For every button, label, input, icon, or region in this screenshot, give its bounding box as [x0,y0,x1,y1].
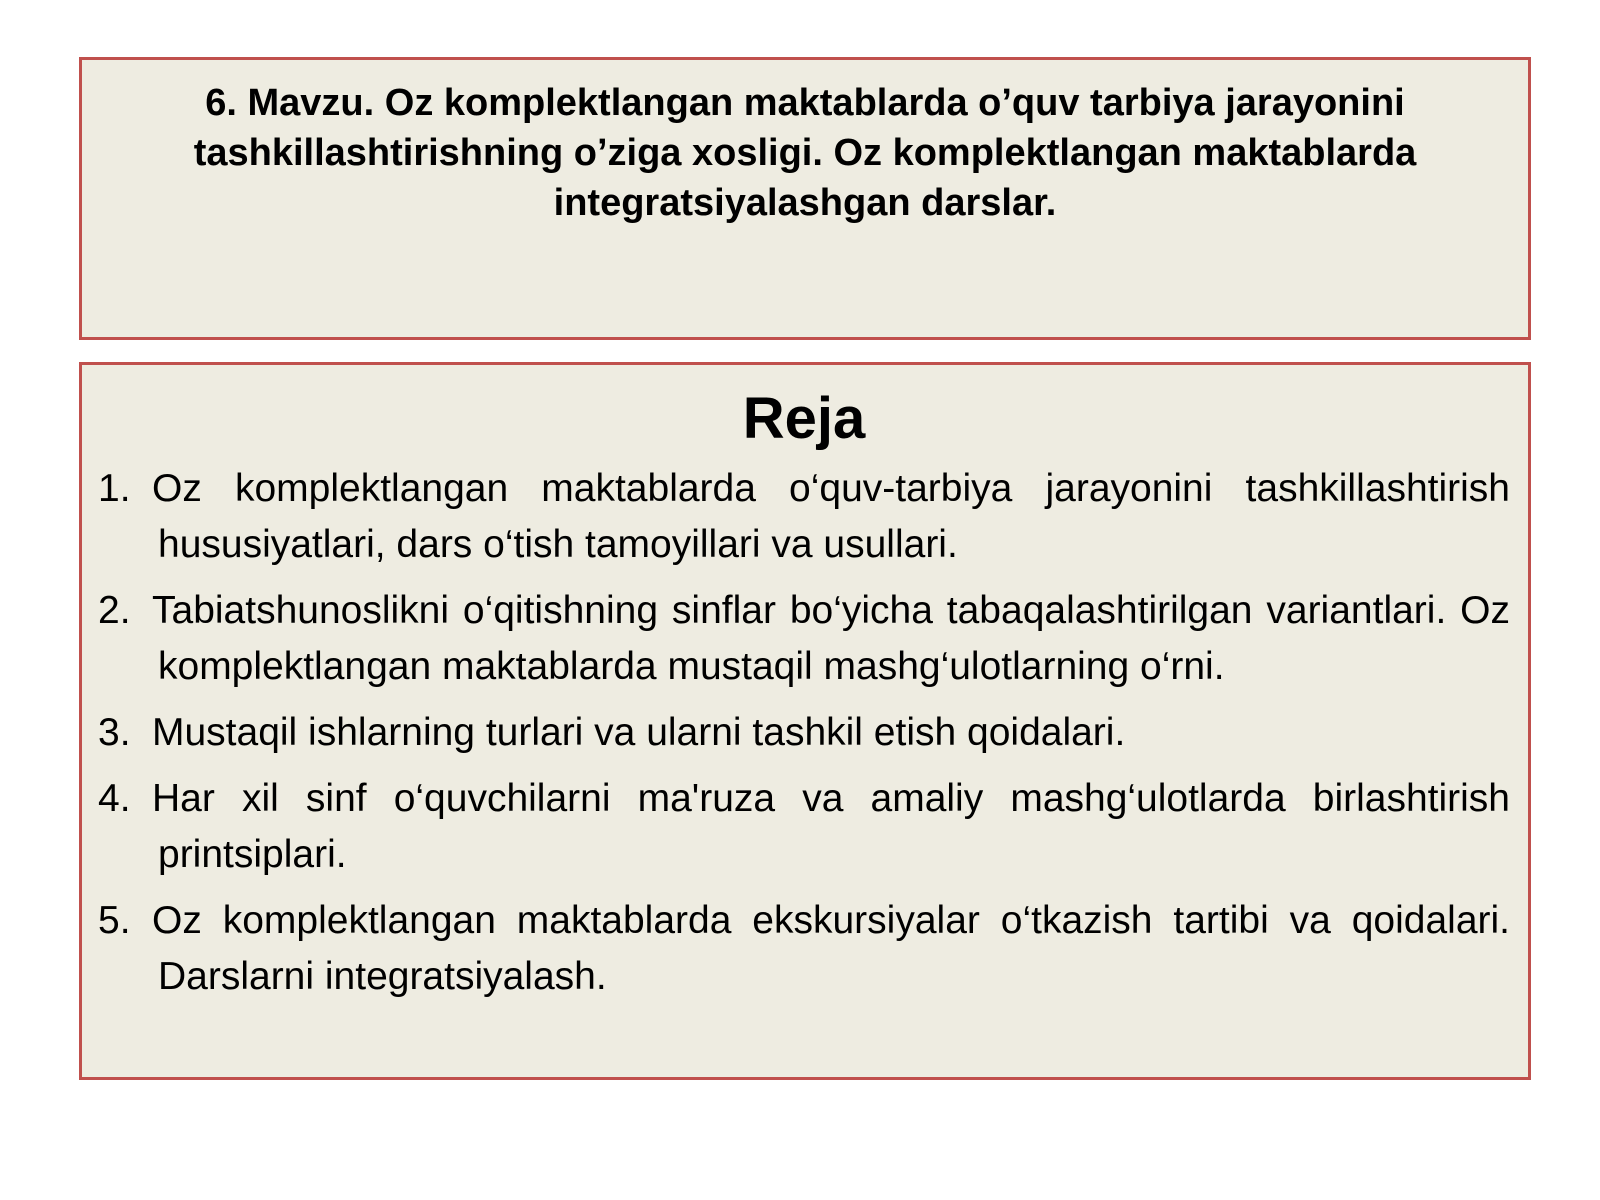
plan-box [79,362,1531,1080]
plan-item-text: Har xil sinf o‘quvchilarni ma'ruza va amaliy mashg‘ulotlarda birlashtirish printsiplari. [152,777,1510,876]
title-box [79,57,1531,340]
plan-item-text: Tabiatshunoslikni o‘qitishning sinflar bo‘yicha tabaqalashtirilgan variantlari. Oz komplektlangan maktablarda mustaqil mashg‘ulotlarning o‘rni. [152,589,1510,688]
plan-list [98,461,1510,1005]
plan-item-text: Oz komplektlangan maktablarda o‘quv-tarbiya jarayonini tashkillashtirish hususiyatlari, dars o‘tish tamoyillari va usullari. [152,467,1510,566]
slide-title: 6. Mavzu. Oz komplektlangan maktablarda o’quv tarbiya jarayonini tashkillashtirishning o’ziga xosligi. Oz komplektlangan maktablarda integratsiyalashgan darslar. [193,82,1417,224]
plan-item-2 [98,583,1510,695]
plan-item-text: Mustaqil ishlarning turlari va ularni tashkil etish qoidalari. [152,711,1126,754]
plan-item-3 [98,705,1510,761]
plan-heading: Reja [742,386,866,451]
plan-item-number: 3. [98,711,131,754]
plan-item-text: Oz komplektlangan maktablarda ekskursiyalar o‘tkazish tartibi va qoidalari. Darslarni integratsiyalash. [152,899,1510,998]
plan-item-5 [98,893,1510,1005]
plan-item-number: 2. [98,589,131,632]
plan-item-1 [98,461,1510,573]
plan-item-number: 5. [98,899,131,942]
plan-item-number: 4. [98,777,131,820]
plan-item-4 [98,771,1510,883]
plan-item-number: 1. [98,467,131,510]
